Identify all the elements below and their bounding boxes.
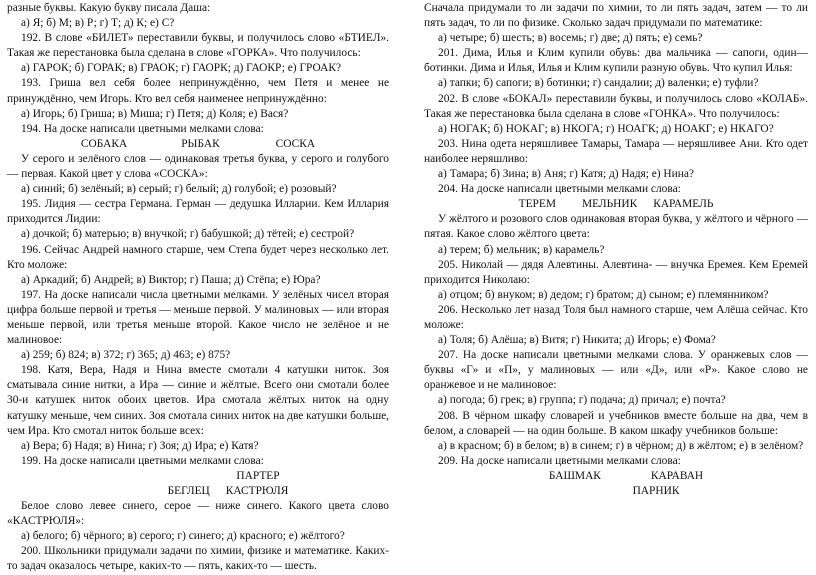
board-word: МЕЛЬНИК [581,198,638,211]
answer-options-199: а) белого; б) чёрного; в) серого; г) синего; д) красного; е) жёлтого? [21,530,345,543]
left-column [7,1,389,575]
board-word: БЕГЛЕЦ [167,485,210,497]
word-list-199-top [7,469,389,484]
problem-206: 206. Несколько лет назад Толя был намного старше, чем Алёша сейчас. Кто моложе: [424,303,808,331]
problem-197: 197. На доске написали числа цветными мелками. У зелёных чисел вторая цифра больше первой и третья — меньше первой. У малиновых — или вторая меньше первой, или третья меньше второй. Какое число не зелёное и не малиновое: [7,288,389,347]
answer-options-208: а) в красном; б) в белом; в) в синем; г) в чёрном; д) в жёлтом; е) в зелёном? [438,439,804,452]
question-194: У серого и зелёного слов — одинаковая третья буква, у серого и голубого — первая. Какой цвет у слова «СОСКА»: [7,152,389,181]
answer-options-205: а) отцом; б) внуком; в) дедом; г) братом; д) сыном; е) племянником? [438,288,769,301]
answer-options-196: а) Аркадий; б) Андрей; в) Виктор; г) Паша; д) Стёпа; е) Юра? [21,273,321,286]
problem-192: 192. В слове «БИЛЕТ» переставили буквы, и получилось слово «БТИЕЛ». Такая же перестановка была сделана в слове «ГОРКА». Что получилось: [7,32,389,60]
answer-options-194: а) синий; б) зелёный; в) серый; г) белый; д) голубой; е) розовый? [21,183,337,196]
word-list-209-bottom [424,484,808,499]
answer-options-204: а) терем; б) мельник; в) карамель? [438,243,605,256]
problem-200: 200. Школьники придумали задачи по химии, физике и математике. Каких-то задач оказалось четыре, каких-то — пять, каких-то — шесть. [7,545,389,573]
word-list-194 [7,137,389,152]
board-word: СОБАКА [80,137,128,150]
board-word: КАРАВАН [650,469,704,482]
word-list-199-bottom [7,484,389,499]
problem-204: 204. На доске написали цветными мелками слова: [438,183,681,196]
board-word: ТЕРЕМ [518,198,556,211]
problem-202: 202. В слове «БОКАЛ» переставили буквы, и получилось слово «КОЛАБ». Такая же перестановка была сделана в слове «ГОНКА». Что получилось: [424,92,808,120]
answer-options-198: а) Вера; б) Надя; в) Нина; г) Зоя; д) Ира; е) Катя? [21,439,259,452]
problem-205: 205. Николай — дядя Алевтины. Алевтина- — внучка Еремея. Кем Еремей приходится Николаю: [424,258,808,286]
answer-options-207: а) погода; б) грек; в) группа; г) подача; д) причал; е) почта? [438,394,726,407]
answer-options-195: а) дочкой; б) матерью; в) внучкой; г) бабушкой; д) тётей; е) сестрой? [21,228,355,241]
answer-options-193: а) Игорь; б) Гриша; в) Миша; г) Петя; д) Коля; е) Вася? [21,107,289,120]
answer-options-197: а) 259; б) 824; в) 372; г) 365; д) 463; е) 875? [21,349,231,362]
board-word: РЫБАК [181,137,220,150]
board-word: КАСТРЮЛЯ [225,485,289,497]
problem-196: 196. Сейчас Андрей намного старше, чем Степа будет через несколько лет. Кто моложе: [7,243,389,271]
answer-options-206: а) Толя; б) Алёша; в) Витя; г) Никита; д) Игорь; е) Фома? [438,334,716,347]
problem-203: 203. Нина одета неряшливее Тамары, Тамара — неряшливее Ани. Кто одет наиболее неряшливо: [424,137,808,165]
problem-193: 193. Гриша вел себя более непринуждённо, чем Петя и менее не принуждённо, чем Игорь. Кто вел себя наименее непринуждённо: [7,77,389,105]
problem-201: 201. Дима, Илья и Клим купили обувь: два мальчика — сапоги, один— ботинки. Дима и Илья, Илья и Клим купили разную обувь. Что купил Илья: [424,47,808,75]
answer-options-202: а) НОГАК; б) НОКАГ; в) НКОГА; г) НОАГК; д) НОАКГ; е) НКАГО? [438,122,774,135]
word-list-204 [424,197,808,212]
question-204: У жёлтого и розового слов одинаковая вторая буква, у жёлтого и чёрного — пятая. Какое слово жёлтого цвета: [424,213,808,241]
problem-194: 194. На доске написали цветными мелками слова: [21,122,264,135]
board-word: ПАРТЕР [236,469,280,482]
answer-options-203: а) Тамара; б) Зина; в) Аня; г) Катя; д) Надя; е) Нина? [438,168,694,181]
answer-options-201: а) тапки; б) сапоги; в) ботинки; г) сандалии; д) валенки; е) туфли? [438,77,759,90]
problem-208: 208. В чёрном шкафу словарей и учебников вместе больше на два, чем в белом, а словарей — на один больше. В каком шкафу учебников больше: [424,409,808,437]
answer-options-200: а) четыре; б) шесть; в) восемь; г) две; д) пять; е) семь? [438,32,703,45]
right-column [424,1,808,499]
question-199: Белое слово левее синего, серое — ниже синего. Какого цвета слово «КАСТРЮЛЯ»: [7,500,389,528]
board-word: КАРАМЕЛЬ [653,198,714,211]
text-line: разные буквы. Какую букву писала Даша: [7,2,211,14]
answer-options-192: а) ГАРОК; б) ГОРАК; в) ГРАОК; г) ГАОРК; д) ГАОКР; е) ГРОАК? [21,62,342,75]
problem-207: 207. На доске написали цветными мелками слова. У оранжевых слов — буквы «Г» и «П», у малиновых — или «Д», или «Р». Какое слово не оранжевое и не малиновое: [424,349,808,392]
board-word: СОСКА [275,137,316,150]
board-word: ПАРНИК [632,485,680,497]
problem-195: 195. Лидия — сестра Германа. Герман — дедушка Илларии. Кем Иллария приходится Лидии: [7,198,389,226]
word-list-209-top [424,469,808,484]
problem-199: 199. На доске написали цветными мелками слова: [21,454,264,467]
problem-209: 209. На доске написали цветными мелками слова: [438,454,681,467]
answer-options: а) Я; б) М; в) Р; г) Т; д) К; е) С? [21,17,175,30]
problem-198: 198. Катя, Вера, Надя и Нина вместе смотали 4 катушки ниток. Зоя сматывала синие нитки, а Ира — синие и жёлтые. Всего они смотали более 30-и катушек ниток обоих цветов. Ира смотала жёлтых ниток на одну катушку меньше, чем синих. Зоя смотала синих ниток на две катушки больше, чем Ира. Кто смотал ниток больше всех: [7,364,389,437]
problem-200-continued: Сначала придумали то ли задачи по химии, то ли пять задач, затем — то ли пять задач, то ли по физике. Сколько задач придумали по математике: [424,2,808,30]
board-word: БАШМАК [548,469,601,482]
